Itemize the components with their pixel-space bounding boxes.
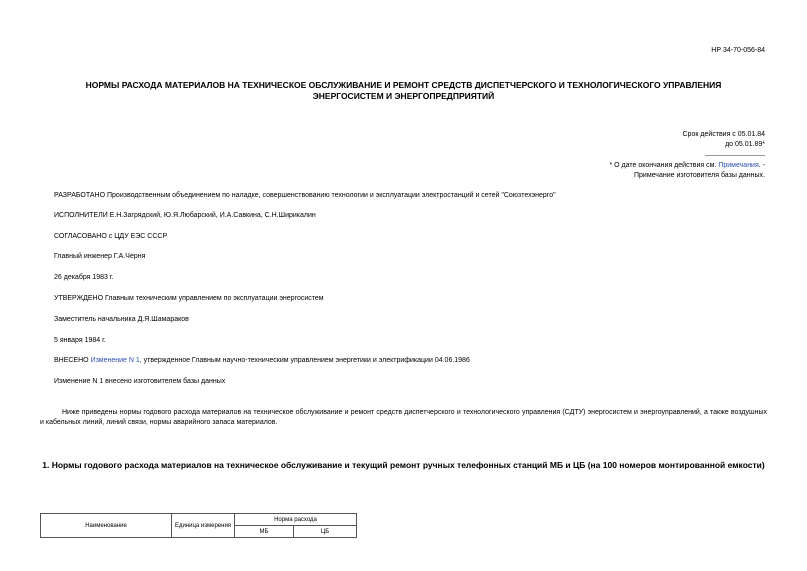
header-norm: Норма расхода (235, 514, 357, 526)
document-title: НОРМЫ РАСХОДА МАТЕРИАЛОВ НА ТЕХНИЧЕСКОЕ ОБСЛУЖИВАНИЕ И РЕМОНТ СРЕДСТВ ДИСПЕТЧЕРСКОГО И ТЕХНОЛОГИЧЕСКОГО УПРАВЛЕНИЯ ЭНЕРГОСИСТЕМ И ЭНЕРГОПРЕДПРИЯТИЙ (85, 80, 722, 101)
approved-date: 5 января 1984 г. (54, 337, 106, 344)
footnote-line1 (609, 161, 765, 171)
validity-period (683, 130, 766, 150)
footnote-suffix: . - (758, 162, 765, 169)
header-cb: ЦБ (294, 526, 357, 538)
intro-paragraph: Ниже приведены нормы годового расхода материалов на техническое обслуживание и ремонт средств диспетчерского и технологического управления (СДТУ) энергосистем и энергоуправлений, а также воздушных и кабельных линий, линий связи, нормы аварийного запаса материалов. (40, 409, 767, 426)
agreed-date: 26 декабря 1983 г. (54, 274, 114, 281)
introduced-suffix: , утвержденное Главным научно-техническим управлением энергетики и электрификации 04.06.1986 (139, 357, 470, 364)
deputy-head: Заместитель начальника Д.Я.Шамараков (54, 316, 189, 323)
header-unit: Единица измерения (172, 514, 235, 538)
footnote (609, 161, 765, 181)
approved-by: УТВЕРЖДЕНО Главным техническим управлением по эксплуатации энергосистем (54, 295, 324, 302)
notes-link[interactable]: Примечания (718, 162, 759, 169)
developed-by: РАЗРАБОТАНО Производственным объединением по наладке, совершенствованию технологии и эксплуатации электростанций и сетей "Союзтехэнерго" (54, 192, 556, 199)
document-code: НР 34-70-056-84 (711, 47, 765, 54)
header-mb: МБ (235, 526, 294, 538)
chief-engineer: Главный инженер Г.А.Черня (54, 253, 146, 260)
change-note: Изменение N 1 внесено изготовителем базы данных (54, 378, 226, 385)
validity-start: Срок действия с 05.01.84 (682, 131, 765, 138)
footnote-prefix: * О дате окончания действия см. (609, 162, 719, 169)
validity-end: до 05.01.89* (725, 141, 765, 148)
introduced-prefix: ВНЕСЕНО (54, 357, 91, 364)
change-1-link[interactable]: Изменение N 1 (90, 357, 140, 364)
introduced-line (54, 357, 470, 364)
agreed-with: СОГЛАСОВАНО с ЦДУ ЕЭС СССР (54, 233, 168, 240)
footnote-line2: Примечание изготовителя базы данных. (633, 172, 765, 179)
header-name: Наименование (41, 514, 172, 538)
table-header-row (41, 514, 357, 526)
norms-table (40, 513, 357, 538)
section-1-heading: 1. Нормы годового расхода материалов на техническое обслуживание и текущий ремонт ручных телефонных станций МБ и ЦБ (на 100 номеров монтированной емкости) (42, 460, 765, 470)
footnote-divider (705, 155, 765, 156)
executors: ИСПОЛНИТЕЛИ Е.Н.Загрядский, Ю.Я.Любарский, И.А.Савкина, С.Н.Ширикалин (54, 212, 316, 219)
